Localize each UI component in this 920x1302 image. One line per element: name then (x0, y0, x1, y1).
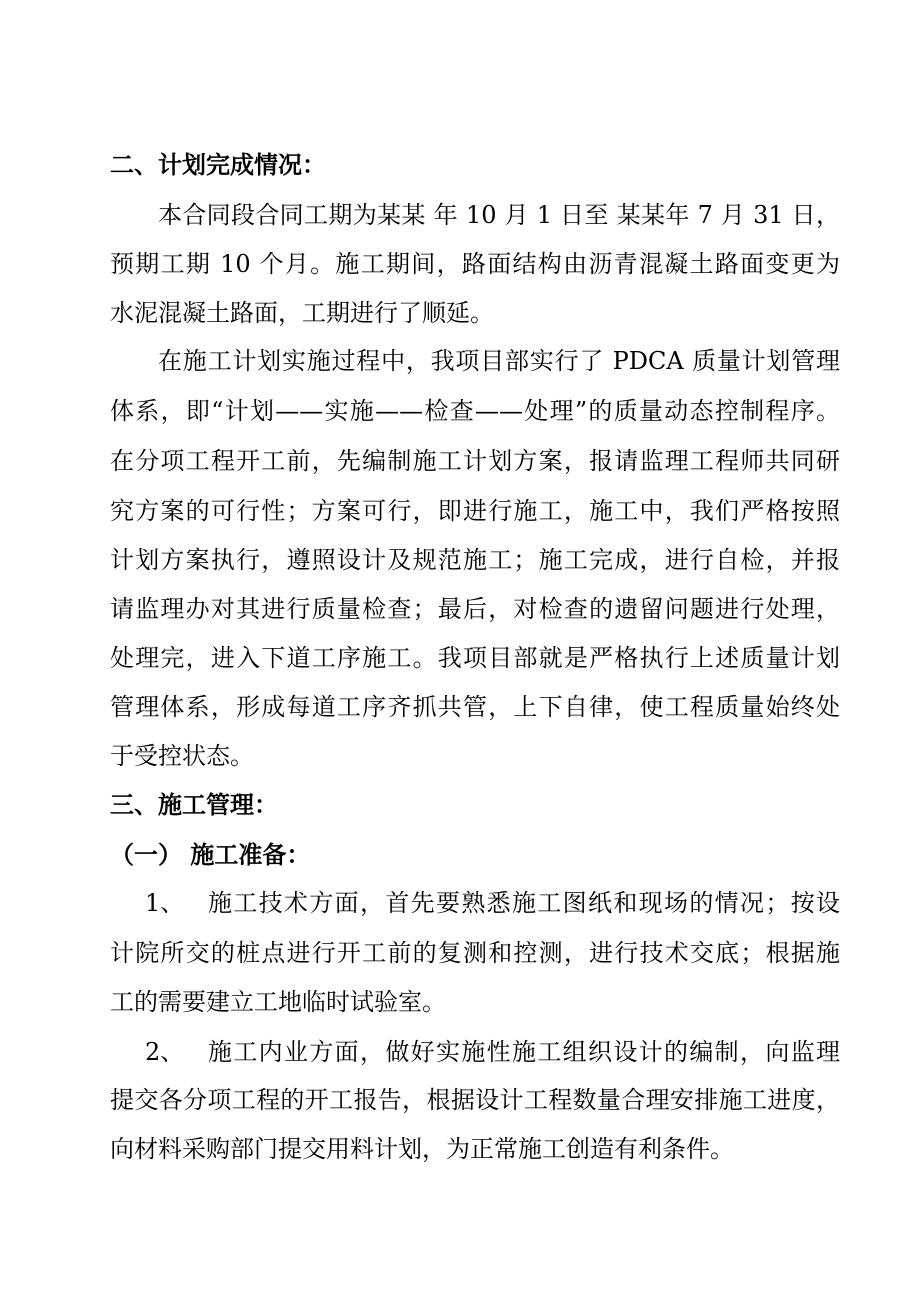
paragraph-line: 处理完，进入下道工序施工。我项目部就是严格执行上述质量计划 (110, 644, 840, 672)
list-item-number: 1、 (145, 889, 185, 917)
list-item-line: 提交各分项工程的开工报告，根据设计工程数量合理安排施工进度， (110, 1086, 840, 1114)
paragraph-line: 在施工计划实施过程中，我项目部实行了 PDCA 质量计划管理 (158, 347, 840, 375)
paragraph-line: 在分项工程开工前，先编制施工计划方案，报请监理工程师共同研 (110, 447, 840, 475)
paragraph-line: 体系，即“计划——实施——检查——处理”的质量动态控制程序。 (110, 397, 840, 425)
paragraph-line: 计划方案执行，遵照设计及规范施工；施工完成，进行自检，并报 (110, 546, 840, 574)
section-heading-plan-completion: 二、计划完成情况： (110, 150, 326, 179)
paragraph-line: 本合同段合同工期为某某 年 10 月 1 日至 某某年 7 月 31 日， (158, 201, 840, 229)
paragraph-line: 请监理办对其进行质量检查；最后，对检查的遗留问题进行处理， (110, 595, 840, 623)
paragraph-line: 于受控状态。 (110, 742, 254, 770)
paragraph-line: 究方案的可行性；方案可行，即进行施工，施工中，我们严格按照 (110, 497, 840, 525)
paragraph-line: 管理体系，形成每道工序齐抓共管，上下自律，使工程质量始终处 (110, 693, 840, 721)
paragraph-line: 水泥混凝土路面，工期进行了顺延。 (110, 299, 494, 327)
list-item-number: 2、 (145, 1038, 185, 1066)
list-item-line: 施工内业方面，做好实施性施工组织设计的编制，向监理 (208, 1038, 840, 1066)
list-item-line: 计院所交的桩点进行开工前的复测和控测，进行技术交底；根据施 (110, 939, 840, 967)
list-item-line: 施工技术方面，首先要熟悉施工图纸和现场的情况；按设 (208, 889, 840, 917)
subsection-heading-preparation: （一） 施工准备： (110, 840, 311, 869)
section-heading-construction-management: 三、施工管理： (110, 790, 278, 819)
paragraph-line: 预期工期 10 个月。施工期间，路面结构由沥青混凝土路面变更为 (110, 250, 840, 278)
list-item-line: 向材料采购部门提交用料计划，为正常施工创造有利条件。 (110, 1135, 734, 1163)
list-item-line: 工的需要建立工地临时试验室。 (110, 988, 446, 1016)
